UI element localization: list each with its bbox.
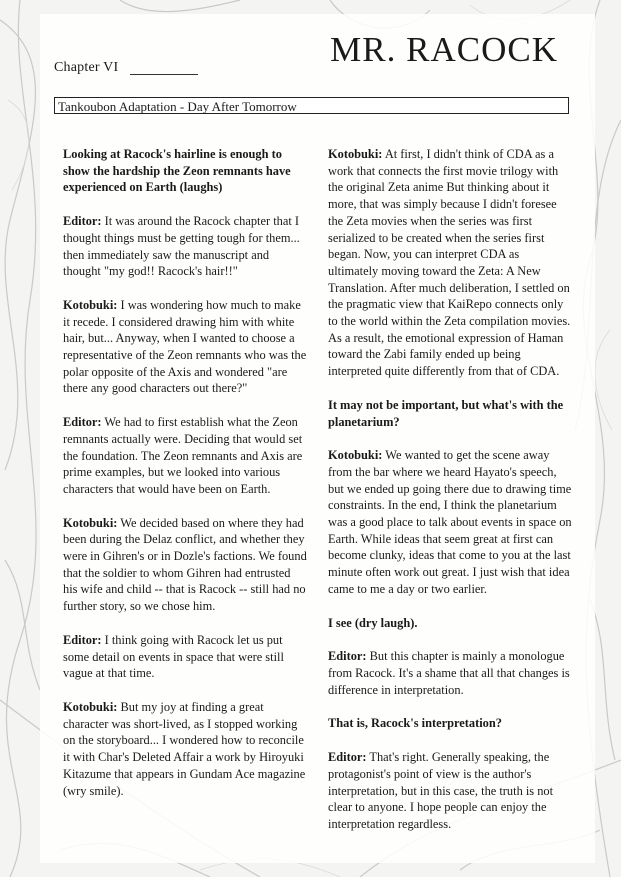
speaker-label: Editor: — [328, 750, 367, 765]
interview-question: It may not be important, but what's with the planetarium? — [328, 397, 564, 429]
answer-text: But this chapter is mainly a monologue from Racock. It's a shame that all that changes is difference in interpretation. — [328, 649, 570, 697]
answer-text: I think going with Racock let us put some detail on events in space that were still vague at that time. — [63, 632, 284, 681]
speaker-label: Kotobuki: — [63, 297, 118, 312]
interview-answer — [328, 749, 572, 833]
answer-text: I was wondering how much to make it recede. I considered drawing him with white hair, but... Anyway, when I wanted to choose a representative of the Zeon remnants who was the polar opposite of the Axis and wondered "are there any good characters out there?" — [63, 297, 307, 396]
interview-answer — [63, 414, 307, 498]
interview-question: I see (dry laugh). — [328, 615, 418, 630]
answer-text: We wanted to get the scene away from the bar where we heard Hayato's speech, but we ended up going there due to drawing time constraints. In the end, I think the planetarium was a good place to talk about events in space on Earth. While ideas that seem great at first can become clunky, ideas that come to you at the last minute often work out great. I just wish that idea came to me a day or two earlier. — [328, 448, 572, 596]
answer-text: We decided based on where they had been during the Delaz conflict, and whether they were in Gihren's or in Dozle's factions. We found that the soldier to whom Gihren had entrusted his wife and child -- that is Racock -- still had no further story, so we chose him. — [63, 515, 307, 614]
answer-text: At first, I didn't think of CDA as a work that connects the first movie trilogy with the original Zeta anime But thinking about it more, that was simply because I didn't foresee the Zeta movies when the series was first serialized to be created when the series first began. Now, you can interpret CDA as ultimately moving toward the Zeta: A New Translation. After much deliberation, I settled on the pragmatic view that KaiRepo connects only to the world within the Zeta compilation movies. As a result, the emotional expression of Haman toward the Zabi family ended up being interpreted quite differently from that of CDA. — [328, 147, 571, 379]
interview-answer — [328, 146, 572, 380]
speaker-label: Editor: — [63, 632, 102, 647]
left-column — [63, 146, 307, 816]
answer-text: It was around the Racock chapter that I thought things must be getting tough for them... then immediately saw the manuscript and thought "my god!! Racock's hair!!" — [63, 214, 300, 279]
answer-text: But my joy at finding a great character was short-lived, as I stopped working on the storyboard... I wondered how to reconcile it with Char's Deleted Affair a work by Hiroyuki Kitazume that appears in Gundam Ace magazine (wry smile). — [63, 699, 306, 798]
interview-answer — [63, 699, 307, 799]
interview-answer — [63, 297, 307, 397]
section-banner: Tankoubon Adaptation - Day After Tomorrow — [54, 97, 569, 114]
interview-answer — [63, 515, 307, 615]
interview-answer — [63, 632, 307, 682]
speaker-label: Editor: — [63, 214, 102, 229]
speaker-label: Kotobuki: — [63, 699, 118, 714]
speaker-label: Kotobuki: — [328, 147, 383, 161]
interview-answer — [328, 447, 572, 597]
chapter-rule — [130, 74, 198, 75]
speaker-label: Kotobuki: — [63, 515, 118, 530]
answer-text: That's right. Generally speaking, the protagonist's point of view is the author's interpretation, but in this case, the truth is not clear to anyone. I hope people can enjoy the interpretation regardless. — [328, 750, 554, 831]
chapter-label: Chapter VI — [54, 60, 119, 75]
interview-question: That is, Racock's interpretation? — [328, 716, 502, 731]
answer-text: We had to first establish what the Zeon remnants actually were. Deciding that would set the foundation. The Zeon remnants and Axis are prime examples, but we looked into various characters that would have been on Earth. — [63, 415, 303, 496]
speaker-label: Editor: — [63, 415, 102, 430]
page-title: MR. RACOCK — [330, 30, 558, 69]
speaker-label: Kotobuki: — [328, 448, 383, 463]
right-column — [328, 146, 572, 850]
interview-question: Looking at Racock's hairline is enough to show the hardship the Zeon remnants have experienced on Earth (laughs) — [63, 147, 291, 195]
speaker-label: Editor: — [328, 649, 367, 664]
interview-answer — [328, 648, 572, 698]
interview-answer — [63, 213, 307, 280]
